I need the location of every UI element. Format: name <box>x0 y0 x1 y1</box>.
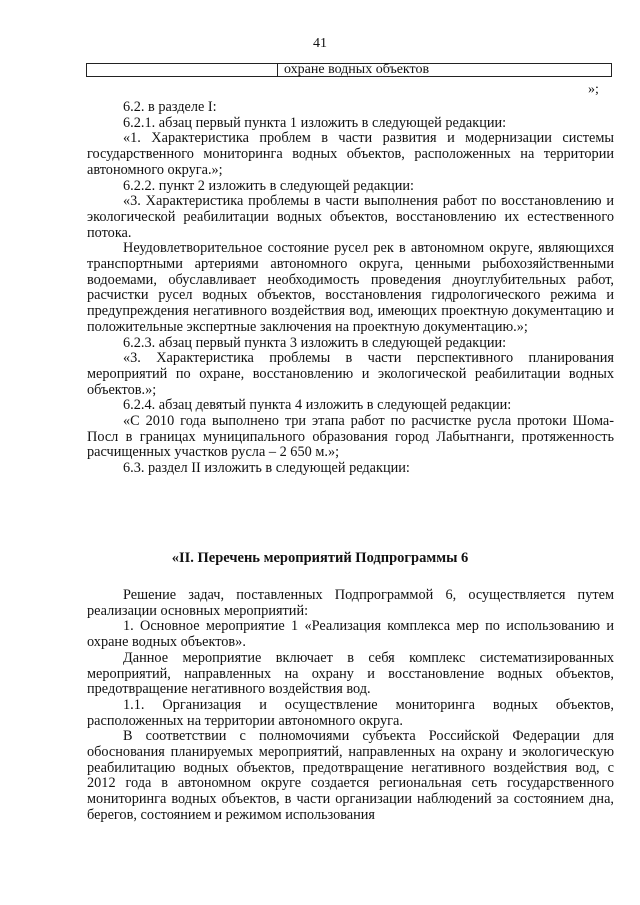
paragraph: 6.3. раздел II изложить в следующей редакции: <box>123 460 410 477</box>
paragraph: 6.2.1. абзац первый пункта 1 изложить в следующей редакции: <box>123 114 507 131</box>
table-fragment <box>86 63 612 77</box>
closing-quote: »; <box>588 82 599 97</box>
paragraph: «С 2010 года выполнено три этапа работ по расчистке русла протоки Шома-Посл в границах муниципального образования город Лабытнанги, протяженность расчищенных участков русла – 2 650 м.»; <box>87 413 614 461</box>
paragraph: «3. Характеристика проблемы в части выполнения работ по восстановлению и экологической реабилитации водных объектов, восстановлению их естественного потока. <box>87 193 614 241</box>
paragraph: Данное мероприятие включает в себя комплекс систематизированных мероприятий, направленных на охрану и восстановление водных объектов, предотвращение негативного воздействия вод. <box>87 649 614 698</box>
paragraph: 6.2.4. абзац девятый пункта 4 изложить в следующей редакции: <box>123 397 512 414</box>
paragraph: 1. Основное мероприятие 1 «Реализация комплекса мер по использованию и охране водных объектов». <box>87 618 614 651</box>
table-divider <box>277 64 278 76</box>
paragraph: В соответствии с полномочиями субъекта Российской Федерации для обоснования планируемых мероприятий, направленных на охрану и экологическую реабилитацию водных объектов, предотвращение негативного воздействия вод, с 2012 года в автономном округе создается региональная сеть государственного мониторинга водных объектов, в части организации наблюдений за состоянием дна, берегов, состоянием и режимом использования <box>87 728 614 823</box>
paragraph: Решение задач, поставленных Подпрограммой 6, осуществляется путем реализации основных мероприятий: <box>87 587 614 619</box>
paragraph: 6.2.2. пункт 2 изложить в следующей редакции: <box>123 177 415 194</box>
table-cell: охране водных объектов <box>284 62 430 77</box>
paragraph: «1. Характеристика проблем в части развития и модернизации системы государственного мониторинга водных объектов, расположенных на территории автономного округа.»; <box>87 130 614 178</box>
body-text-upper <box>87 100 614 477</box>
paragraph: «3. Характеристика проблемы в части перспективного планирования мероприятий по охране, восстановлению и экологической реабилитации водных объектов.»; <box>87 350 614 398</box>
paragraph: Неудовлетворительное состояние русел рек в автономном округе, являющихся транспортными артериями автономного округа, ценными рыбохозяйственными водоемами, обуславливает необходимость проведения дноуглубительных работ, расчистки русел водных объектов, восстановления гидрологического режима и предупреждения негативного воздействия вод, имеющих проектную документацию и положительные экспертные заключения на проектную документацию.»; <box>87 240 614 335</box>
section-heading: «II. Перечень мероприятий Подпрограммы 6 <box>171 550 469 566</box>
paragraph: 1.1. Организация и осуществление мониторинга водных объектов, расположенных на территории автономного округа. <box>87 696 614 729</box>
paragraph: 6.2. в разделе I: <box>123 99 217 115</box>
body-text-lower <box>87 588 614 824</box>
paragraph: 6.2.3. абзац первый пункта 3 изложить в следующей редакции: <box>123 334 507 351</box>
page-number: 41 <box>313 36 327 51</box>
